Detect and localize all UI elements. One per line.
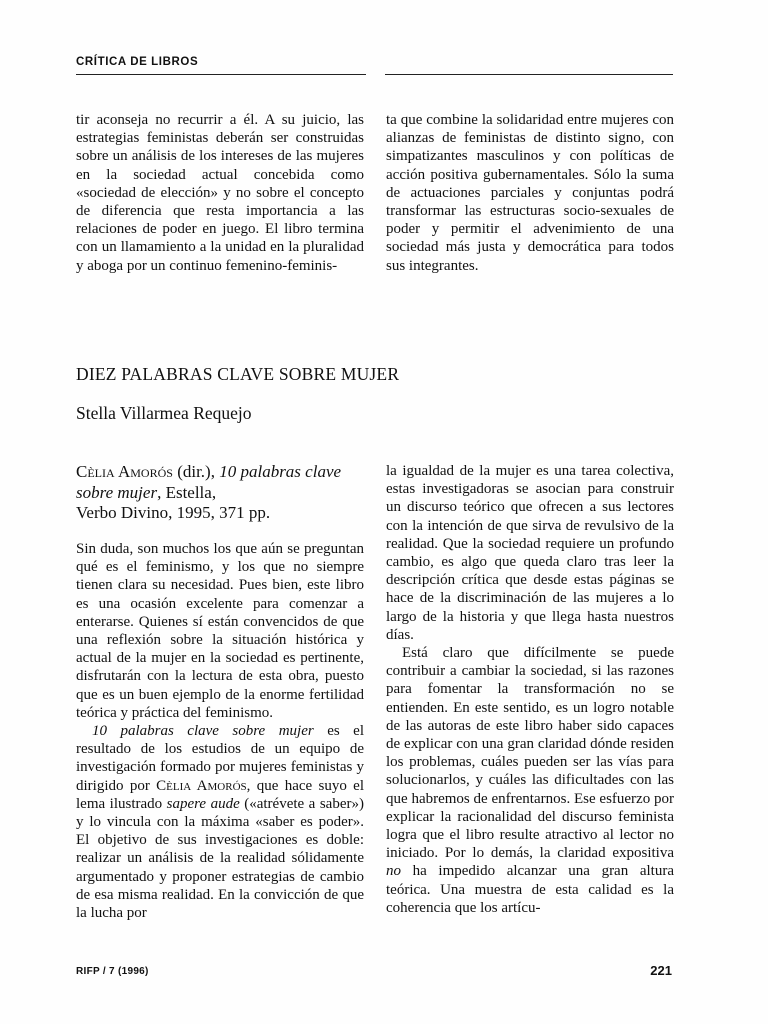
prev-review-paragraph: ta que combine la solidaridad entre mujeres con alianzas de feministas de distinto signo, con simpatizantes masculinos y con políticas de acción positiva gubernamentales. Sólo la suma de actuaciones parciales y conjuntas podrá transformar las estructuras socio-sexuales de poder y permitir el advenimiento de una sociedad más justa y democrática para todos sus integrantes. bbox=[386, 112, 674, 274]
article-author: Stella Villarmea Requejo bbox=[76, 403, 252, 423]
bib-publisher-line2: Verbo Divino, 1995, 371 pp. bbox=[76, 503, 271, 522]
header-rule-right bbox=[385, 74, 673, 75]
book-title-inline: 10 palabras clave sobre mujer bbox=[92, 723, 314, 740]
bib-publisher-line1: , Estella, bbox=[157, 482, 217, 502]
prev-review-paragraph: tir aconseja no recurrir a él. A su juicio, las estrategias feministas deberán ser construidas sobre un análisis de los intereses de las mujeres en la sociedad actual concebida como «sociedad de elección» y no sobre el concepto de diferencia que resta importancia a las relaciones de poder en juego. El libro termina con un llamamiento a la unidad en la pluralidad y aboga por un continuo femenino-feminis- bbox=[76, 112, 364, 274]
bib-book-title: 10 palabras clave sobre mujer bbox=[76, 462, 342, 502]
article-column-right bbox=[386, 462, 674, 917]
bib-editor-role: (dir.), bbox=[172, 462, 220, 481]
text-run: Está claro que difícilmente se puede contribuir a cambiar la sociedad, si las razones para fomentar la transformación no se entienden. En este sentido, es un logro notable de las autoras de este libro haber sido capaces de explicar con una gran claridad dónde residen los problemas, cuáles pueden ser las vías para solucionarlos, y cuáles las dificultades con las que habremos de enfrentarnos. Ese esfuerzo por explicar la racionalidad del discurso feminista logra que el libro resulte atractivo al lector no iniciado. Por lo demás, la claridad expositiva bbox=[386, 645, 674, 862]
text-run: («atrévete a saber») y lo vincula con la máxima «saber es poder». El objetivo de sus investigaciones es doble: realizar un análisis de la realidad sólidamente argumentado y proponer estrategias de cambio de esa misma realidad. En la convicción de que la lucha por bbox=[76, 795, 364, 922]
article-paragraph bbox=[386, 644, 674, 917]
motto-inline: sapere aude bbox=[166, 795, 240, 812]
bibliographic-reference bbox=[76, 462, 366, 524]
article-paragraph: la igualdad de la mujer es una tarea colectiva, estas investigadoras se asocian para construir un discurso teórico que ofrecen a sus lectores con la intención de que sirva de revulsivo de la realidad. Que la sociedad requiere un profundo cambio, es algo que queda claro tras leer la descripción crítica que desde estas páginas se hace de la discriminación de las mujeres a lo largo de la historia y que llega hasta nuestros días. bbox=[386, 463, 674, 643]
bib-editor: Cèlia Amorós bbox=[76, 462, 173, 481]
header-rule-left bbox=[76, 74, 366, 75]
prev-review-column-right bbox=[386, 111, 674, 275]
text-run: ha impedido alcanzar una gran altura teórica. Una muestra de esta calidad es la coherencia que los artícu- bbox=[386, 863, 674, 916]
running-head: CRÍTICA DE LIBROS bbox=[76, 56, 199, 68]
article-title: DIEZ PALABRAS CLAVE SOBRE MUJER bbox=[76, 364, 400, 384]
journal-citation: RIFP / 7 (1996) bbox=[76, 966, 149, 977]
article-column-left bbox=[76, 540, 364, 922]
emphasis-inline: no bbox=[386, 863, 401, 880]
page-number: 221 bbox=[650, 963, 672, 978]
editor-name-inline: Cèlia Amorós bbox=[156, 777, 247, 794]
article-paragraph bbox=[76, 722, 364, 922]
prev-review-column-left bbox=[76, 111, 364, 275]
text-run: es el resultado de los estudios de un equipo de investigación formado por mujeres feministas y dirigido por bbox=[76, 723, 364, 794]
article-paragraph: Sin duda, son muchos los que aún se preguntan qué es el feminismo, y los que no siempre tienen clara su necesidad. Pues bien, este libro es una ocasión excelente para comenzar a enterarse. Quienes sí están convencidos de que una reflexión sobre la situación histórica y actual de la mujer en la sociedad es pertinente, disfrutarán con la lectura de esta obra, puesto que es un buen ejemplo de la enorme fertilidad teórica y práctica del feminismo. bbox=[76, 541, 364, 721]
text-run: , que hace suyo el lema ilustrado bbox=[76, 777, 364, 812]
